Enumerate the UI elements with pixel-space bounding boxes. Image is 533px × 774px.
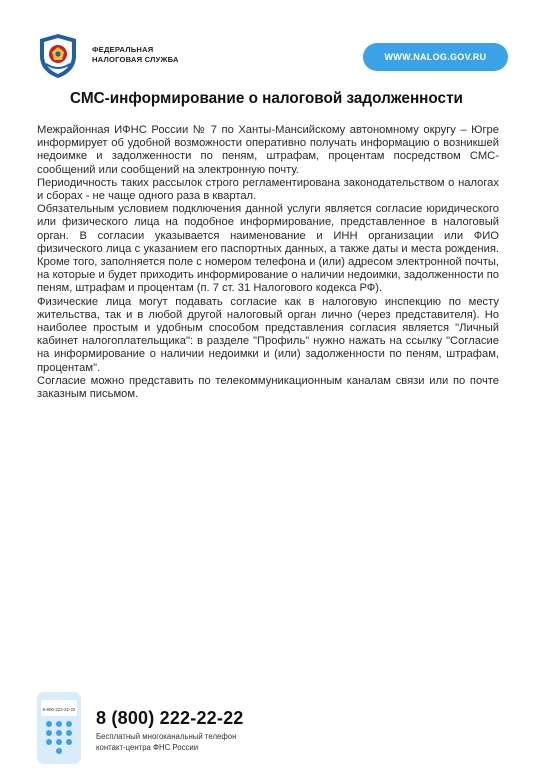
hotline-desc-line2: контакт-центра ФНС России (96, 742, 199, 752)
hotline-description (96, 732, 236, 753)
contact-footer (34, 690, 494, 766)
fns-emblem-icon (36, 32, 80, 80)
article-body (37, 124, 499, 401)
paragraph: Согласие можно представить по телекоммуникационным каналам связи или по почте заказным письмом. (37, 374, 499, 401)
paragraph: Обязательным условием подключения данной услуги является согласие юридического или физического лица на подобное информирование, представленное в налоговый орган. В согласии указывается наименование и ИНН организации или ФИО физического лица с указанием его паспортных данных, а также даты и места рождения. Кроме того, заполняется поле с номером телефона и (или) адресом электронной почты, на которые и будет приходить информирование о наличии недоимки, задолженности по пеням, штрафам и процентам (п. 7 ст. 31 Налогового кодекса РФ). (37, 203, 499, 295)
page-header (0, 0, 533, 90)
page-title: СМС-информирование о налоговой задолженности (70, 90, 463, 107)
org-name-line2: НАЛОГОВАЯ СЛУЖБА (92, 55, 179, 64)
hotline-number[interactable]: 8 (800) 222-22-22 (96, 708, 244, 728)
phone-keypad-icon (34, 690, 84, 766)
phone-screen-number: 8-800-222-22-22 (42, 707, 76, 712)
organization-name (92, 45, 179, 65)
org-name-line1: ФЕДЕРАЛЬНАЯ (92, 45, 154, 54)
hotline-desc-line1: Бесплатный многоканальный телефон (96, 732, 237, 741)
paragraph: Периодичность таких рассылок строго регламентирована законодательством о налогах и сборах - не чаще одного раза в квартал. (37, 176, 499, 203)
website-link-button[interactable]: WWW.NALOG.GOV.RU (363, 43, 508, 71)
paragraph: Межрайонная ИФНС России № 7 по Ханты-Мансийскому автономному округу – Югре информирует об удобной возможности оперативно получать информацию о возникшей недоимке и задолженности по пеням, штрафам, процентам посредством СМС-сообщений или сообщений на электронную почту. (37, 124, 499, 176)
paragraph: Физические лица могут подавать согласие как в налоговую инспекцию по месту жительства, так и в любой другой налоговый орган лично (через представителя). Но наиболее простым и удобным способом представления согласия является "Личный кабинет налогоплательщика": в разделе "Профиль" нужно нажать на ссылку "Согласие на информирование о наличии недоимки и (или) задолженности по пеням, штрафам, процентам". (37, 295, 499, 374)
